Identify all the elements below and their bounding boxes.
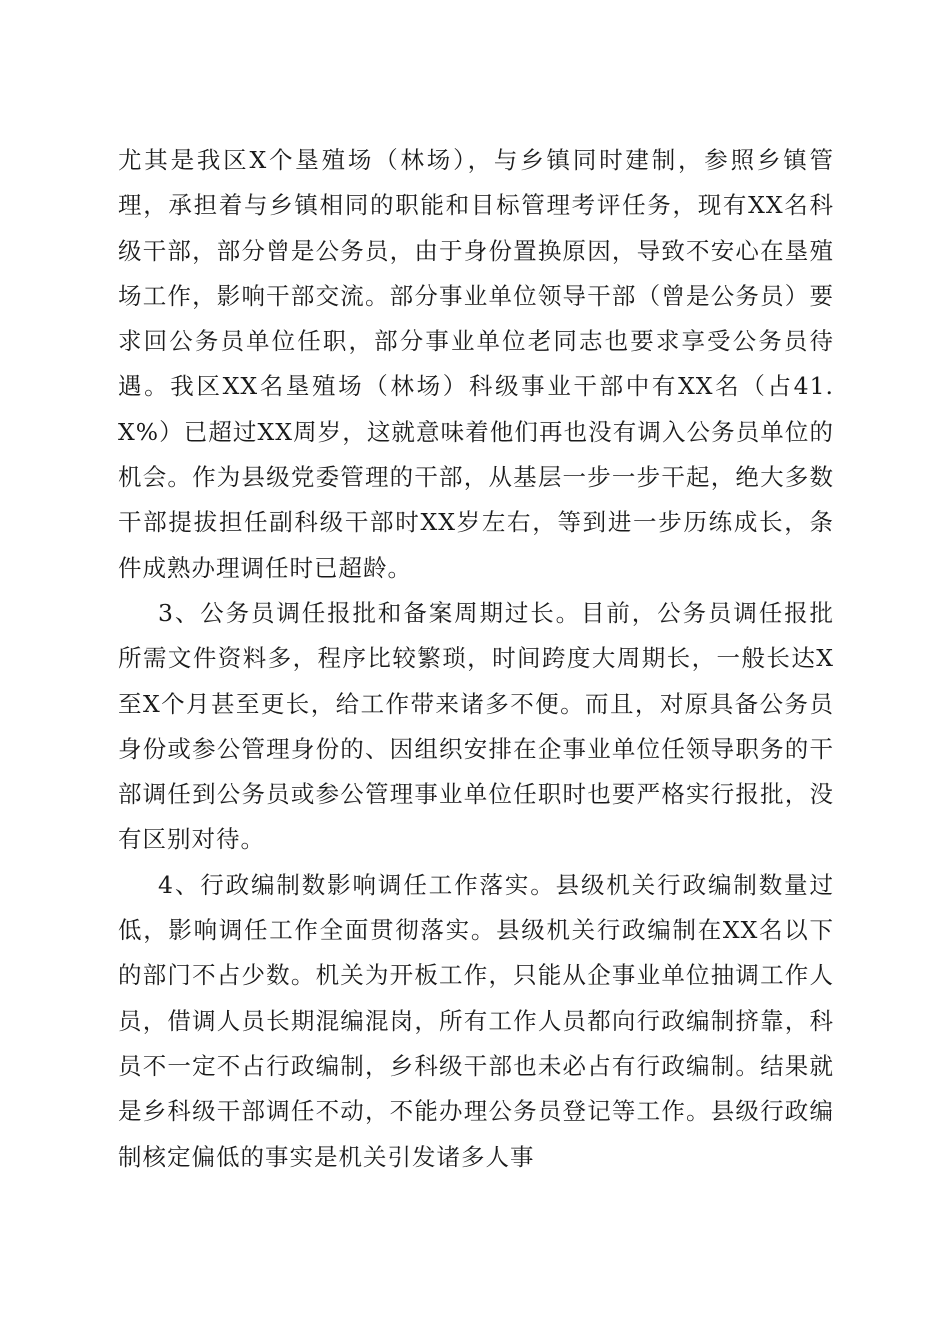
paragraph-continued: 尤其是我区X个垦殖场（林场），与乡镇同时建制，参照乡镇管理，承担着与乡镇相同的职能和目标管理考评任务，现有XX名科级干部，部分曾是公务员，由于身份置换原因，导致不安心在垦殖场工作，影响干部交流。部分事业单位领导干部（曾是公务员）要求回公务员单位任职，部分事业单位老同志也要求享受公务员待遇。我区XX名垦殖场（林场）科级事业干部中有XX名（占41.X%）已超过XX周岁，这就意味着他们再也没有调入公务员单位的机会。作为县级党委管理的干部，从基层一步一步干起，绝大多数干部提拔担任副科级干部时XX岁左右，等到进一步历练成长，条件成熟办理调任时已超龄。 (118, 146, 834, 582)
paragraph-item-3: 3、公务员调任报批和备案周期过长。目前，公务员调任报批所需文件资料多，程序比较繁琐，时间跨度大周期长，一般长达X至X个月甚至更长，给工作带来诸多不便。而且，对原具备公务员身份或参公管理身份的、因组织安排在企事业单位任领导职务的干部调任到公务员或参公管理事业单位任职时也要严格实行报批，没有区别对待。 (118, 598, 834, 854)
paragraph-item-4: 4、行政编制数影响调任工作落实。县级机关行政编制数量过低，影响调任工作全面贯彻落实。县级机关行政编制在XX名以下的部门不占少数。机关为开板工作，只能从企事业单位抽调工作人员，借调人员长期混编混岗，所有工作人员都向行政编制挤靠，科员不一定不占行政编制，乡科级干部也未必占有行政编制。结果就是乡科级干部调任不动，不能办理公务员登记等工作。县级行政编制核定偏低的事实是机关引发诸多人事 (118, 870, 834, 1171)
document-body (118, 138, 834, 1180)
